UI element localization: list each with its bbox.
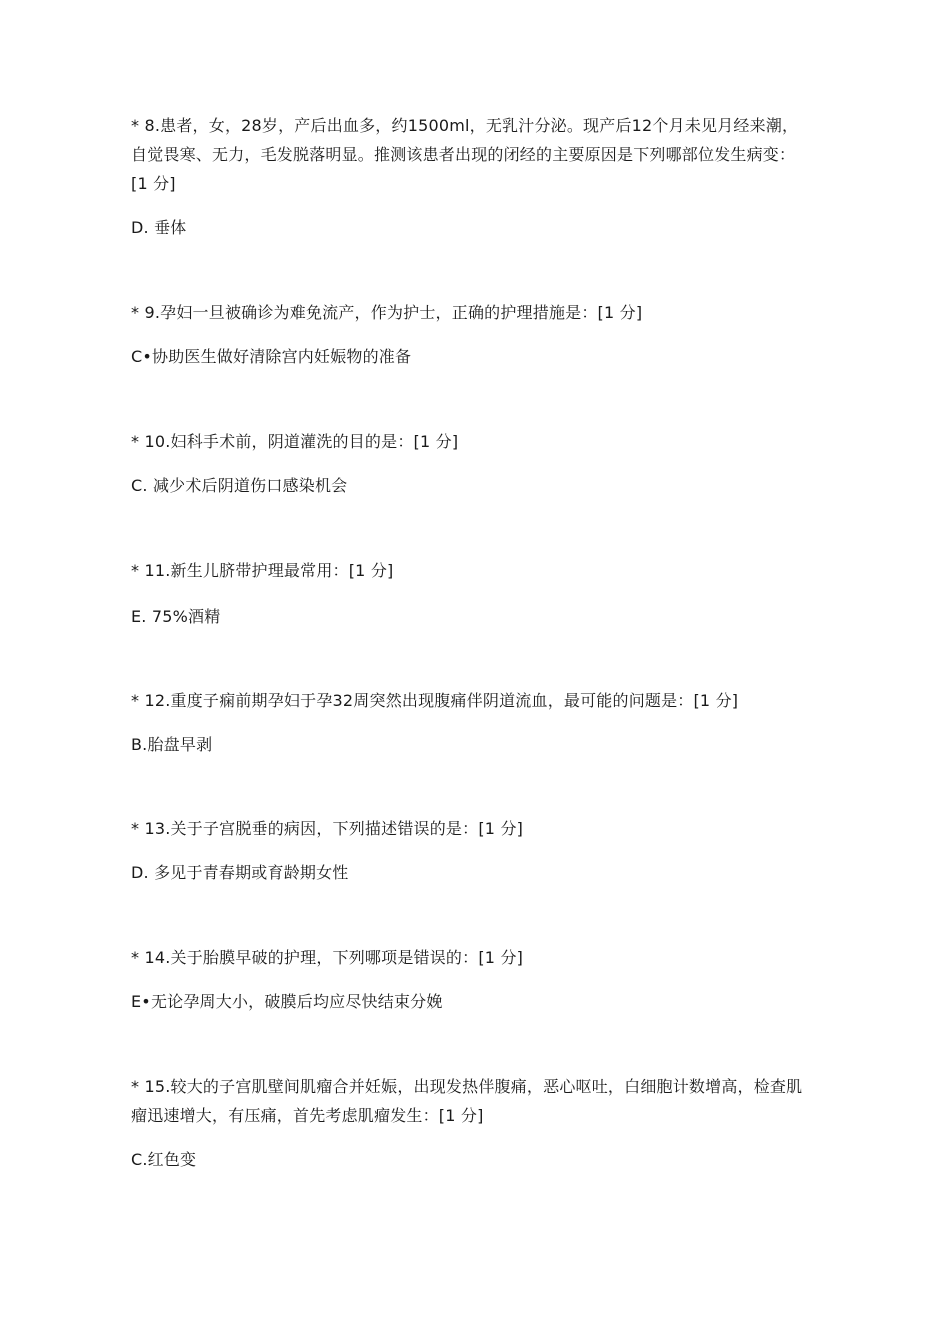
question-block-10 [131,427,811,498]
question-text: * 13.关于子宫脱垂的病因，下列描述错误的是：[1 分] [131,819,524,838]
answer-text: D. 多见于青春期或育龄期女性 [131,863,349,882]
answer-text: D. 垂体 [131,218,187,237]
answer-text: C•协助医生做好清除宫内妊娠物的准备 [131,347,412,366]
question-block-9 [131,298,811,369]
question-block-8 [131,111,811,240]
question-block-14 [131,943,811,1014]
question-text: * 8.患者，女，28岁，产后出血多，约1500ml，无乳汁分泌。现产后12个月未见月经来潮，自觉畏寒、无力，毛发脱落明显。推测该患者出现的闭经的主要原因是下列哪部位发生病变：[1 分] [131,116,799,193]
question-block-11 [131,556,811,629]
answer-text: C. 减少术后阴道伤口感染机会 [131,476,348,495]
answer-text: C.红色变 [131,1150,197,1169]
question-block-12 [131,686,811,757]
answer-text: E•无论孕周大小，破膜后均应尽快结束分娩 [131,992,443,1011]
question-text: * 11.新生儿脐带护理最常用：[1 分] [131,561,394,580]
question-block-13 [131,814,811,885]
question-text: * 14.关于胎膜早破的护理，下列哪项是错误的：[1 分] [131,948,524,967]
answer-text: B.胎盘早剥 [131,735,213,754]
question-text: * 12.重度子痫前期孕妇于孕32周突然出现腹痛伴阴道流血，最可能的问题是：[1 分] [131,691,739,710]
question-text: * 10.妇科手术前，阴道灌洗的目的是：[1 分] [131,432,459,451]
question-text: * 15.较大的子宫肌壁间肌瘤合并妊娠，出现发热伴腹痛，恶心呕吐，白细胞计数增高，检查肌瘤迅速增大，有压痛，首先考虑肌瘤发生：[1 分] [131,1077,803,1125]
question-block-15 [131,1072,811,1172]
question-text: * 9.孕妇一旦被确诊为难免流产，作为护士，正确的护理措施是：[1 分] [131,303,643,322]
answer-text: E. 75%酒精 [131,607,221,626]
